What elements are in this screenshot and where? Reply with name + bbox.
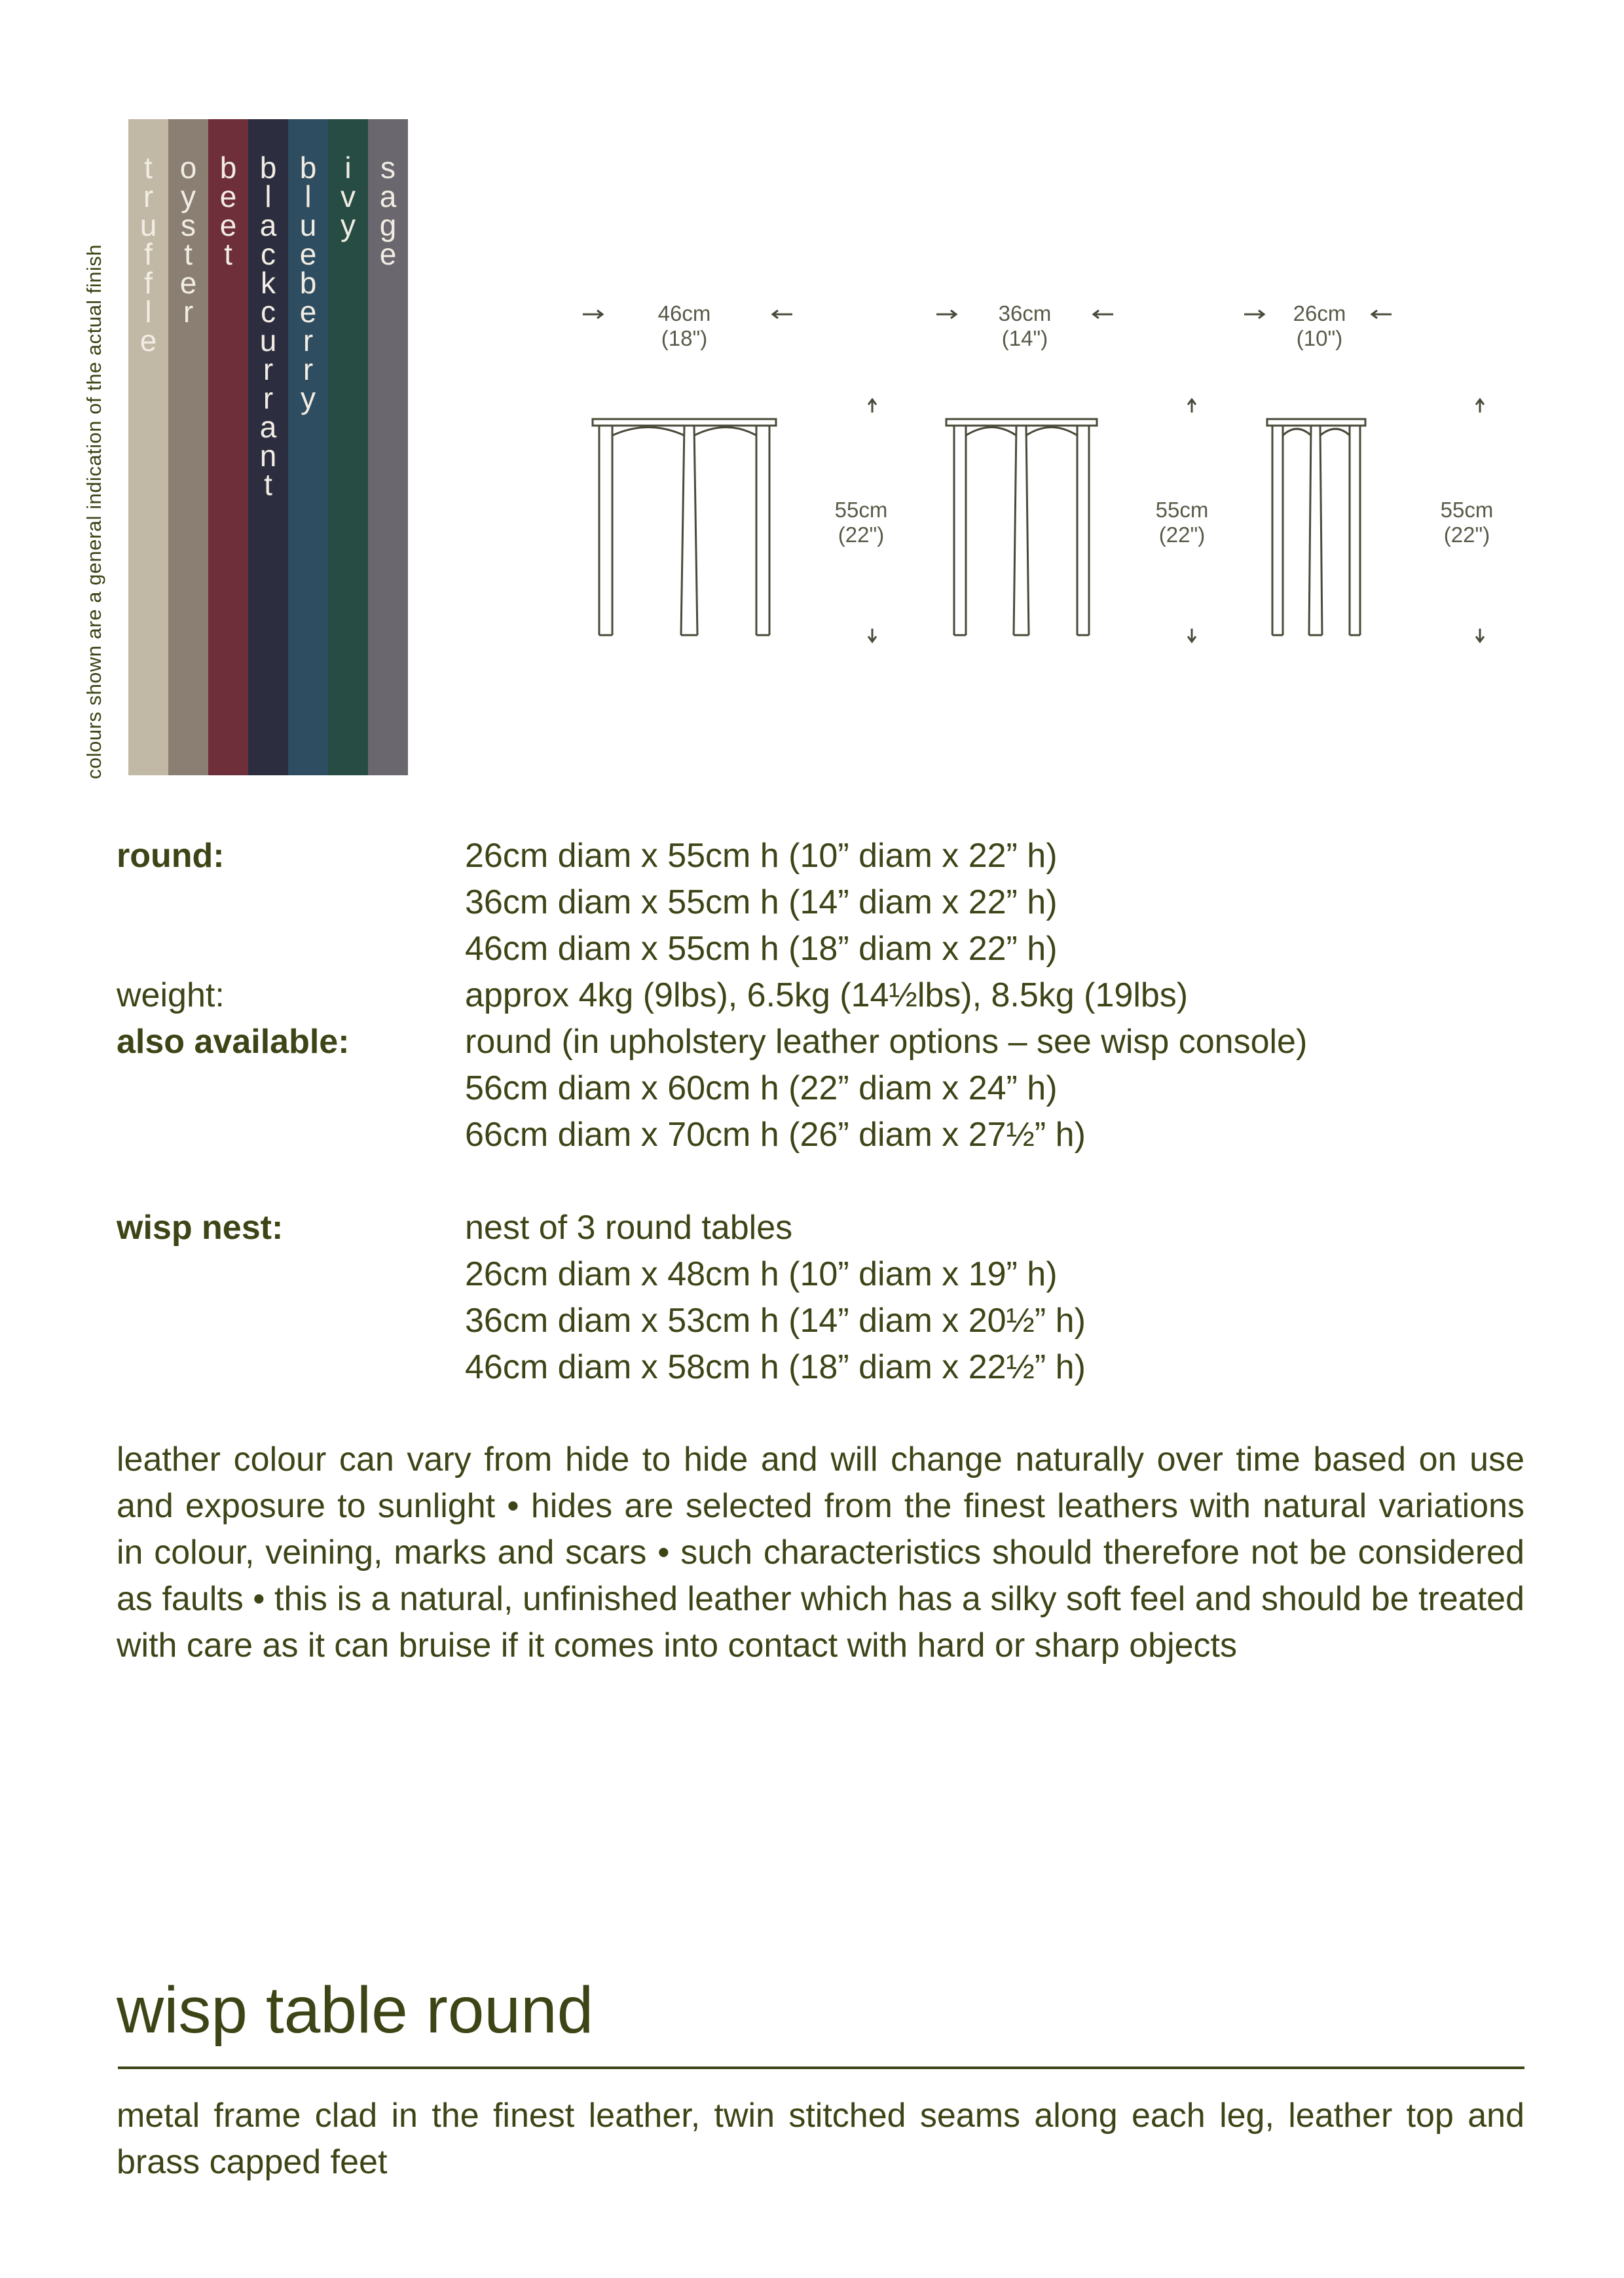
swatch-label: b e e t [219, 151, 237, 271]
spec-label: weight: [117, 976, 225, 1014]
spec-values [465, 1205, 1557, 1391]
spec-weight [117, 972, 1557, 1019]
spec-value: 26cm diam x 55cm h (10” diam x 22” h) [465, 837, 1058, 875]
spec-also-available [117, 1019, 1557, 1158]
spec-label: wisp nest: [117, 1209, 284, 1247]
spec-value: 46cm diam x 58cm h (18” diam x 22½” h) [465, 1348, 1086, 1386]
height-label: 55cm [1155, 498, 1209, 522]
table-drawings [563, 288, 1532, 655]
spec-value: 36cm diam x 55cm h (14” diam x 22” h) [465, 883, 1058, 921]
swatch-label: t r u f f l e [139, 151, 157, 358]
colour-disclaimer: colours shown are a general indication of the actual finish [83, 244, 105, 779]
spec-values [465, 1019, 1557, 1158]
spec-value: 46cm diam x 55cm h (18” diam x 22” h) [465, 930, 1058, 968]
diameter-inches-label: (14") [1001, 326, 1048, 350]
swatch-blackcurrant [248, 119, 288, 775]
swatch-truffle [128, 119, 168, 775]
product-title: wisp table round [117, 1974, 594, 2047]
height-label: 55cm [834, 498, 888, 522]
leather-care-note: leather colour can vary from hide to hide and will change naturally over time based on use and exposure to sunlight • hides are selected from the finest leathers with natural variations in colour, veining, marks and scars • such characteristics should therefore not be considered as faults • this is a natural, unfinished leather which has a silky soft feel and should be treated with care as it can bruise if it comes into contact with hard or sharp objects [117, 1441, 1524, 1664]
swatch-blueberry [288, 119, 328, 775]
spec-value: 66cm diam x 70cm h (26” diam x 27½” h) [465, 1116, 1086, 1154]
spec-label: round: [117, 837, 225, 875]
spec-value: approx 4kg (9lbs), 6.5kg (14½lbs), 8.5kg (19lbs) [465, 976, 1189, 1014]
height-inches-label: (22") [838, 523, 885, 547]
spec-value: 26cm diam x 48cm h (10” diam x 19” h) [465, 1255, 1058, 1293]
swatch-label: s a g e [379, 151, 397, 271]
swatch-label: i v y [341, 151, 356, 242]
spacer [117, 1158, 1557, 1205]
table-drawing-46cm [583, 310, 876, 642]
swatch-label: o y s t e r [179, 151, 197, 329]
height-inches-label: (22") [1158, 523, 1206, 547]
spec-value: 36cm diam x 53cm h (14” diam x 20½” h) [465, 1302, 1086, 1340]
colour-swatches [128, 119, 408, 775]
spec-wisp-nest [117, 1205, 1557, 1391]
swatch-ivy [328, 119, 368, 775]
diameter-inches-label: (10") [1296, 326, 1343, 350]
height-label: 55cm [1440, 498, 1494, 522]
spec-round [117, 833, 1557, 972]
diameter-label: 36cm [998, 301, 1052, 325]
table-drawing-26cm [1244, 310, 1484, 642]
spec-label: also available: [117, 1023, 350, 1061]
diameter-inches-label: (18") [661, 326, 708, 350]
spec-values [465, 972, 1557, 1019]
spec-value: 56cm diam x 60cm h (22” diam x 24” h) [465, 1069, 1058, 1107]
swatch-label: b l a c k c u r r a n t [259, 151, 277, 502]
title-divider [118, 2067, 1524, 2069]
swatch-oyster [168, 119, 208, 775]
product-description: metal frame clad in the finest leather, twin stitched seams along each leg, leather top and brass capped feet [117, 2097, 1524, 2181]
spec-value: round (in upholstery leather options – see wisp console) [465, 1023, 1308, 1061]
specifications [117, 833, 1557, 1391]
swatch-sage [368, 119, 408, 775]
spec-values [465, 833, 1557, 972]
spec-value: nest of 3 round tables [465, 1209, 793, 1247]
swatch-label: b l u e b e r r y [299, 151, 317, 415]
diameter-label: 26cm [1293, 301, 1346, 325]
diameter-label: 46cm [657, 301, 711, 325]
swatch-beet [208, 119, 248, 775]
table-drawing-36cm [936, 310, 1196, 642]
height-inches-label: (22") [1443, 523, 1490, 547]
